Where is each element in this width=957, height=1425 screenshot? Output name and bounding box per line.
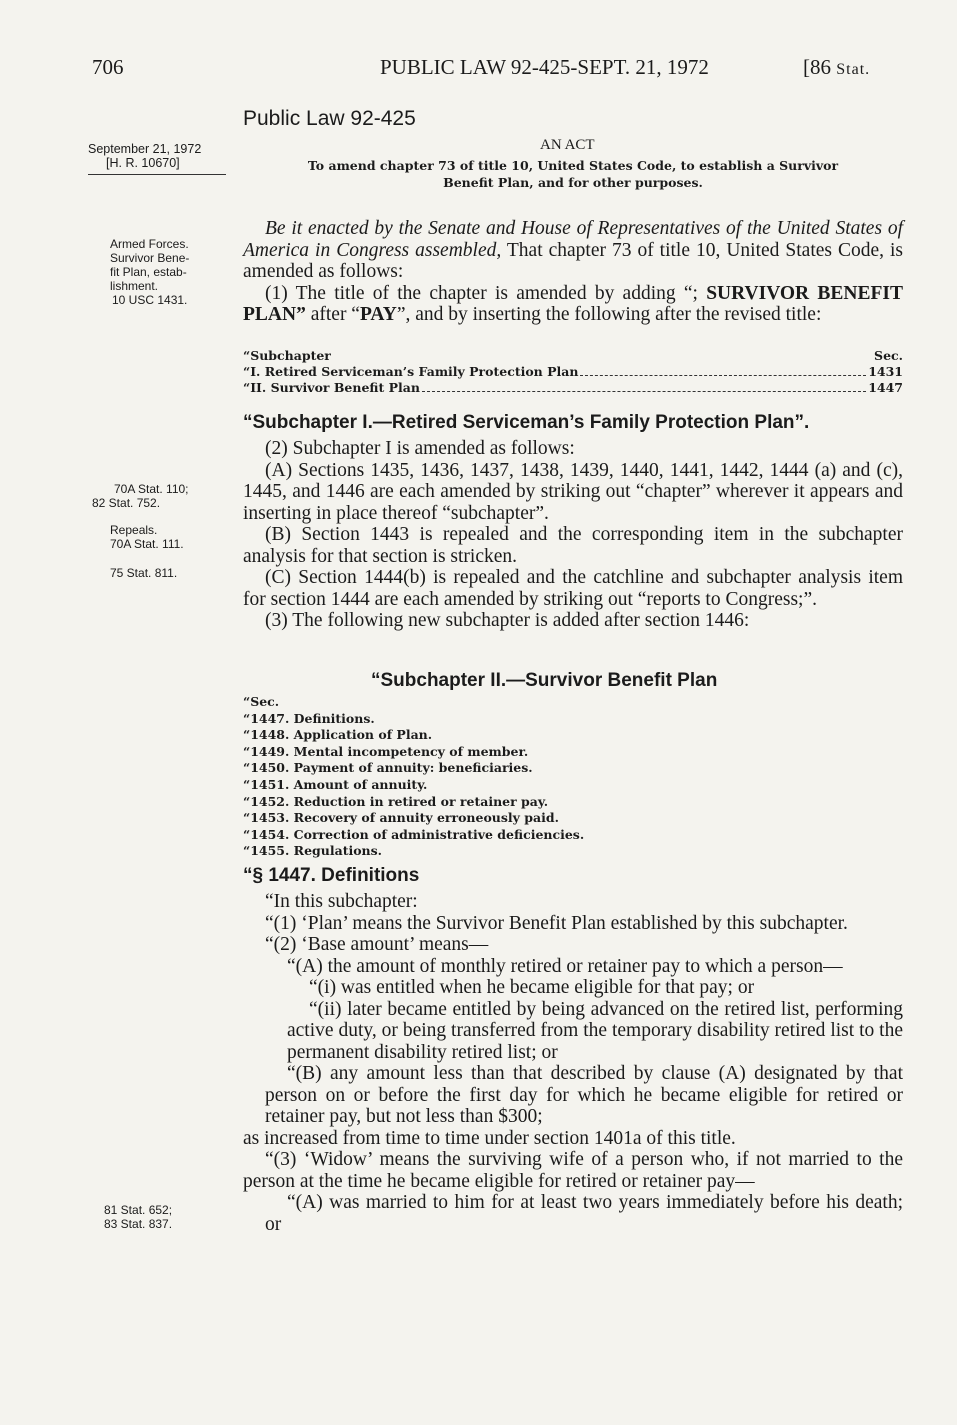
analysis-row-label: “II. Survivor Benefit Plan <box>243 380 420 395</box>
analysis-row-label: “I. Retired Serviceman’s Family Protection Plan <box>243 364 579 379</box>
def-3: “(3) ‘Widow’ means the surviving wife of a person who, if not married to the person at the time he became eligible for retired or retainer pay— <box>243 1149 903 1192</box>
margin-stat-2: 75 Stat. 811. <box>110 566 178 580</box>
act-purpose <box>243 157 903 191</box>
def-1: “(1) ‘Plan’ means the Survivor Benefit Plan established by this subchapter. <box>265 912 848 934</box>
margin-line: 81 Stat. 652; <box>104 1203 173 1217</box>
subchapter-ii-heading: “Subchapter II.—Survivor Benefit Plan <box>371 670 718 691</box>
def-intro: “In this subchapter: <box>265 891 418 912</box>
analysis-row <box>243 364 903 380</box>
para1-text-b: after “ <box>305 304 360 325</box>
stat-reference <box>803 55 870 80</box>
section-list-item: “1455. Regulations. <box>243 843 383 859</box>
para1-bold: SURVIVOR BENEFIT PLAN” <box>243 282 903 325</box>
margin-armed-forces <box>88 237 236 307</box>
para-3: (3) The following new subchapter is added after section 1446: <box>265 610 750 631</box>
def-2B: “(B) any amount less than that described by clause (A) designated by that person on or before the first day for which he became eligible for retired or retainer pay, but not less than $300; <box>265 1063 903 1127</box>
law-name: Public Law 92-425 <box>243 107 416 130</box>
stat-volume: [86 <box>803 55 831 79</box>
act-label: AN ACT <box>540 137 595 153</box>
margin-date <box>88 142 236 175</box>
purpose-line: To amend chapter 73 of title 10, United States Code, to establish a Survivor <box>307 158 839 173</box>
enacting-clause <box>243 218 903 326</box>
page-number: 706 <box>92 55 124 79</box>
margin-line: 70A Stat. 111. <box>110 537 184 551</box>
running-title: PUBLIC LAW 92-425-SEPT. 21, 1972 <box>380 55 709 79</box>
section-list-item: “1447. Definitions. <box>243 710 375 726</box>
para-2: (2) Subchapter I is amended as follows: <box>265 438 575 459</box>
stat-word: Stat. <box>836 61 871 78</box>
analysis-head <box>243 348 903 364</box>
para-2C: (C) Section 1444(b) is repealed and the catchline and subchapter analysis item for section 1444 are each amended by striking out “reports to Congress;”. <box>243 567 903 610</box>
subchapter-i-heading: “Subchapter I.—Retired Serviceman’s Family Protection Plan”. <box>243 412 810 433</box>
margin-line: Armed Forces. <box>110 237 189 251</box>
para1-pay: PAY <box>359 304 397 325</box>
analysis-col-left: “Subchapter <box>243 348 331 363</box>
para1-text-a: (1) The title of the chapter is amended by adding “; <box>265 282 698 304</box>
margin-line: lishment. <box>110 279 159 293</box>
section-list-item: “1449. Mental incompetency of member. <box>243 743 529 759</box>
subchapter-i-amendments <box>243 438 903 632</box>
para1-text-c: ”, and by inserting the following after the revised title: <box>396 304 822 325</box>
section-list-item: “1454. Correction of administrative deficiencies. <box>243 826 585 842</box>
margin-line: Survivor Bene- <box>110 251 190 265</box>
margin-bill: [H. R. 10670] <box>106 156 180 170</box>
margin-line: 10 USC 1431. <box>112 293 188 307</box>
definitions <box>243 891 903 1235</box>
section-list-item: “1450. Payment of annuity: beneficiaries. <box>243 760 533 776</box>
analysis-row-num: 1447 <box>868 380 903 395</box>
margin-stat-1 <box>88 482 236 510</box>
section-list-item: “Sec. <box>243 694 280 709</box>
def-2Aii: “(ii) later became entitled by being advanced on the retired list, performing active duty, or being transferred from the temporary disability retired list to the permanent disability retired list; or <box>287 998 903 1063</box>
def-2Ai: “(i) was entitled when he became eligible for that pay; or <box>309 977 755 998</box>
def-2A: “(A) the amount of monthly retired or retainer pay to which a person— <box>287 955 843 977</box>
margin-line: 70A Stat. 110; <box>114 482 189 496</box>
enacting-rest: That chapter 73 of title 10, United States Code, is amended as follows: <box>243 239 903 282</box>
margin-repeals <box>88 523 236 551</box>
para-2B: (B) Section 1443 is repealed and the corresponding item in the subchapter analysis for that section is stricken. <box>243 524 903 567</box>
margin-rule <box>88 174 226 175</box>
purpose-line: Benefit Plan, and for other purposes. <box>443 175 703 190</box>
def-3A: “(A) was married to him for at least two years immediately before his death; or <box>265 1192 903 1235</box>
margin-line: 83 Stat. 837. <box>104 1217 173 1231</box>
leader-dots <box>580 364 866 376</box>
section-1447-heading: “§ 1447. Definitions <box>243 865 420 886</box>
section-list-item: “1452. Reduction in retired or retainer pay. <box>243 793 549 809</box>
margin-stat-3 <box>88 1203 234 1231</box>
leader-dots <box>422 380 866 392</box>
section-list-item: “1448. Application of Plan. <box>243 727 433 743</box>
margin-line: Repeals. <box>110 523 158 537</box>
analysis-row-num: 1431 <box>868 364 903 379</box>
running-header <box>0 55 957 85</box>
section-list-item: “1453. Recovery of annuity erroneously paid. <box>243 810 559 826</box>
def-2-tail: as increased from time to time under section 1401a of this title. <box>243 1127 736 1149</box>
chapter-analysis <box>243 348 903 396</box>
def-2: “(2) ‘Base amount’ means— <box>265 934 489 955</box>
margin-line: fit Plan, estab- <box>110 265 187 279</box>
analysis-col-right: Sec. <box>874 348 903 363</box>
section-list-item: “1451. Amount of annuity. <box>243 776 428 792</box>
enacting-italic: Be it enacted by the Senate and House of Representatives of the United States of America in Congress assembled, <box>243 218 903 261</box>
margin-date-text: September 21, 1972 <box>88 142 202 156</box>
para-2A: (A) Sections 1435, 1436, 1437, 1438, 1439, 1440, 1441, 1442, 1444 (a) and (c), 1445, and 1446 are each amended by striking out “chapter” wherever it appears and inserting in place thereof “subchapter”. <box>243 459 903 524</box>
margin-line: 82 Stat. 752. <box>92 496 161 510</box>
section-list <box>243 694 743 860</box>
analysis-row <box>243 380 903 396</box>
